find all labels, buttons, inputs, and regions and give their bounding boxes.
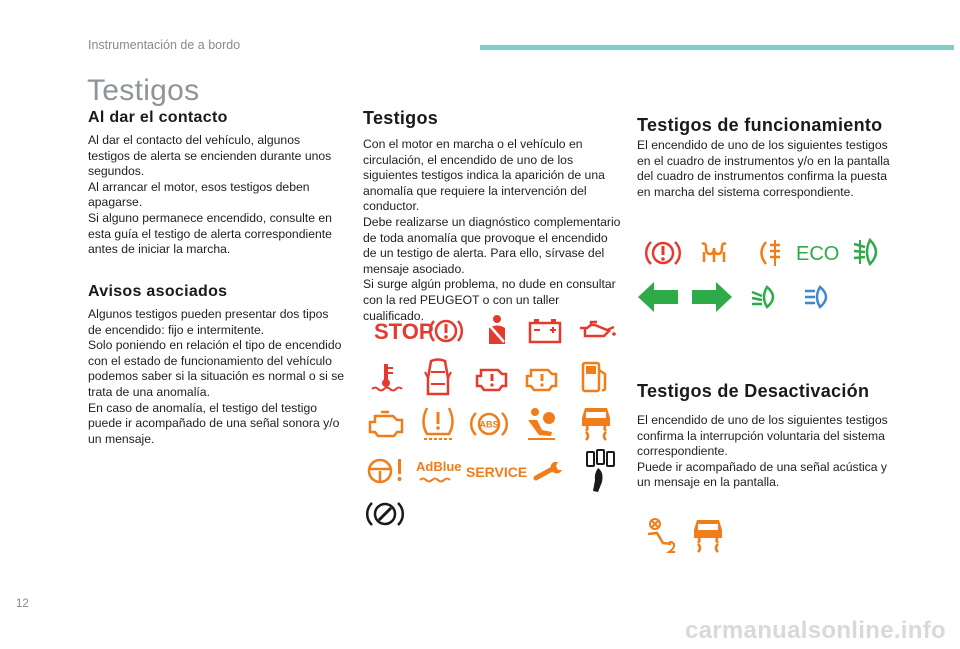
- engine-fault-red-icon: [474, 364, 510, 392]
- right-indicator-icon: [690, 279, 734, 315]
- header-accent-bar: [480, 45, 954, 50]
- heading-avisos-asociados: Avisos asociados: [88, 283, 228, 300]
- main-beam-icon: [802, 284, 834, 310]
- fuel-level-icon: [580, 360, 610, 396]
- page-title: Testigos: [87, 74, 200, 107]
- foot-on-brake-icon: [584, 448, 618, 494]
- seatbelt-icon: [482, 314, 512, 348]
- watermark: carmanualsonline.info: [684, 617, 946, 644]
- dipped-beam-icon: [749, 284, 781, 310]
- rear-foglamp-icon: [753, 238, 783, 268]
- service-icon: [466, 460, 528, 484]
- passenger-airbag-off-icon: [645, 518, 681, 554]
- paragraph-testigos: Con el motor en marcha o el vehículo en circulación, el encendido de uno de los siguientes testigos indica la aparición de una anomalía que requiere la intervención del conductor. Debe realizarse un diagnóstico complementario de toda anomalía que provoque el encendido de un testigo de alerta. Para ello, sírvase del mensaje asociado. Si surge algún problema, no dude en consultar con la red PEUGEOT o con un taller cualificado.: [363, 137, 621, 323]
- engine-fault-orange-icon: [524, 364, 560, 392]
- engine-autodiagnosis-icon: [367, 410, 407, 440]
- heading-testigos-de-desactivacion: Testigos de Desactivación: [637, 381, 870, 401]
- paragraph-testigos-de-desactivacion: El encendido de uno de los siguientes testigos confirma la interrupción voluntaria del sistema correspondiente. Puede ir acompañado de una señal acústica y un mensaje en la pantalla.: [637, 413, 888, 490]
- brake-warning-icon: [428, 316, 464, 346]
- battery-icon: [528, 318, 562, 344]
- page-number: 12: [16, 598, 29, 610]
- tyre-pressure-icon: [418, 404, 458, 442]
- svg-text:SERVICE: SERVICE: [466, 464, 528, 480]
- power-steering-icon: [365, 456, 405, 486]
- esc-off-icon: [690, 516, 726, 554]
- paragraph-avisos-asociados: Algunos testigos pueden presentar dos tipos de encendido: fijo e intermitente. Solo poniendo en relación el tipo de encendido con el estado de funcionamiento del vehículo podemos saber si la situación es normal o si se trata de una anomalía. En caso de anomalía, el testigo del testigo puede ir acompañado de una señal sonora y/o un mensaje.: [88, 307, 345, 446]
- heading-al-dar-el-contacto: Al dar el contacto: [88, 109, 228, 126]
- coolant-temperature-icon: [369, 362, 403, 394]
- airbag-fault-icon: [525, 406, 559, 442]
- preheating-icon: [698, 240, 730, 266]
- svg-text:ABS: ABS: [479, 419, 499, 430]
- esc-icon: [578, 404, 614, 442]
- wrench-icon: [532, 458, 566, 486]
- stop-icon: [372, 316, 434, 346]
- parking-brake-fault-icon: [366, 499, 404, 529]
- svg-text:AdBlue: AdBlue: [416, 459, 462, 474]
- heading-testigos: Testigos: [363, 108, 439, 128]
- eco-icon: [796, 240, 842, 266]
- paragraph-al-dar-el-contacto: Al dar el contacto del vehículo, algunos testigos de alerta se encienden durante unos segundos. Al arrancar el motor, esos testigos deben apagarse. Si alguno permanece encendido, consulte en esta guía el testigo de alerta correspondiente antes de iniciar la marcha.: [88, 133, 332, 257]
- svg-text:ECO: ECO: [796, 243, 840, 265]
- left-indicator-icon: [636, 279, 680, 315]
- heading-testigos-de-funcionamiento: Testigos de funcionamiento: [637, 115, 883, 135]
- door-open-icon: [423, 358, 453, 398]
- adblue-icon: [414, 456, 460, 488]
- abs-icon: [470, 408, 508, 440]
- svg-text:STOP: STOP: [374, 319, 434, 344]
- paragraph-testigos-de-funcionamiento: El encendido de uno de los siguientes testigos en el cuadro de instrumentos y/o en la pantalla del cuadro de instrumentos confirma la puesta en marcha del sistema correspondiente.: [637, 138, 890, 199]
- brake-active-icon: [645, 238, 681, 268]
- section-header: Instrumentación de a bordo: [88, 38, 241, 52]
- oil-pressure-icon: [577, 320, 617, 342]
- front-foglamp-icon: [850, 236, 884, 268]
